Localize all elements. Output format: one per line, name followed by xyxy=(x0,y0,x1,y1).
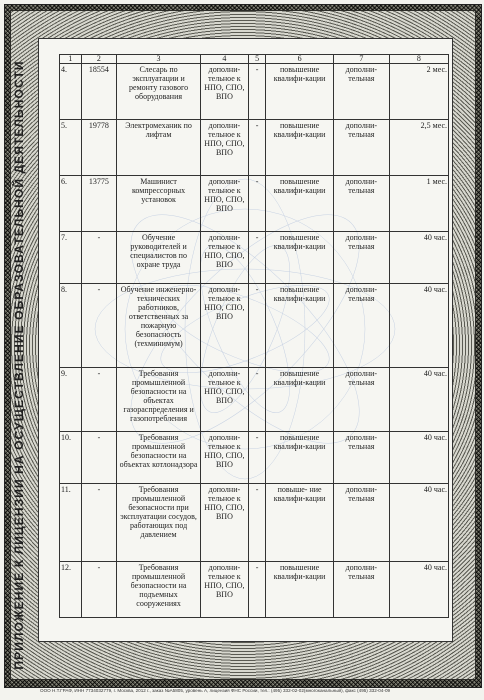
profession-code: - xyxy=(81,484,116,562)
profession-code: 13775 xyxy=(81,176,116,232)
study-term: 40 час. xyxy=(389,432,448,484)
column-5-value: - xyxy=(248,432,266,484)
column-header: 5 xyxy=(248,55,266,64)
program-name: Машинист компрессорных установок xyxy=(117,176,201,232)
program-kind: дополни-тельная xyxy=(333,232,389,284)
program-kind: дополни-тельная xyxy=(333,64,389,120)
program-kind: дополни-тельная xyxy=(333,176,389,232)
program-kind: дополни-тельная xyxy=(333,562,389,618)
program-type: повыше- ние квалифи-кации xyxy=(266,484,333,562)
program-type: повышение квалифи-кации xyxy=(266,64,333,120)
program-name: Требования промышленной безопасности при эксплуатации сосудов, работающих под давлением xyxy=(117,484,201,562)
program-kind: дополни-тельная xyxy=(333,484,389,562)
row-number: 6. xyxy=(60,176,82,232)
table-row xyxy=(60,232,449,284)
table-row xyxy=(60,120,449,176)
study-term: 40 час. xyxy=(389,232,448,284)
column-5-value: - xyxy=(248,368,266,432)
column-5-value: - xyxy=(248,562,266,618)
column-header: 8 xyxy=(389,55,448,64)
row-number: 7. xyxy=(60,232,82,284)
printer-footer: ООО Н.Т.ГРАФ, ИНН 7734032779, г. Москва, 2012 г., заказ №А5805, уровень А, лицензия ФНС России, тел.: (495) 332-02-02(многоканальный), факс (495) 332-04-09 xyxy=(40,688,391,693)
study-term: 40 час. xyxy=(389,368,448,432)
education-level: дополни-тельное к НПО, СПО, ВПО xyxy=(201,284,249,368)
education-level: дополни-тельное к НПО, СПО, ВПО xyxy=(201,120,249,176)
education-level: дополни-тельное к НПО, СПО, ВПО xyxy=(201,176,249,232)
program-name: Требования промышленной безопасности на объектах газораспределения и газопотребления xyxy=(117,368,201,432)
row-number: 12. xyxy=(60,562,82,618)
program-type: повышение квалифи-кации xyxy=(266,368,333,432)
education-level: дополни-тельное к НПО, СПО, ВПО xyxy=(201,562,249,618)
program-kind: дополни-тельная xyxy=(333,120,389,176)
education-level: дополни-тельное к НПО, СПО, ВПО xyxy=(201,368,249,432)
education-level: дополни-тельное к НПО, СПО, ВПО xyxy=(201,64,249,120)
row-number: 4. xyxy=(60,64,82,120)
study-term: 2 мес. xyxy=(389,64,448,120)
program-kind: дополни-тельная xyxy=(333,432,389,484)
study-term: 2,5 мес. xyxy=(389,120,448,176)
program-type: повышение квалифи-кации xyxy=(266,432,333,484)
program-name: Требования промышленной безопасности на объектах котлонадзора xyxy=(117,432,201,484)
program-type: повышение квалифи-кации xyxy=(266,176,333,232)
profession-code: - xyxy=(81,232,116,284)
program-type: повышение квалифи-кации xyxy=(266,562,333,618)
column-header: 3 xyxy=(117,55,201,64)
programs-table xyxy=(59,54,449,618)
program-type: повышение квалифи-кации xyxy=(266,284,333,368)
table-row xyxy=(60,368,449,432)
table-row xyxy=(60,484,449,562)
program-name: Требования промышленной безопасности на подъемных сооружениях xyxy=(117,562,201,618)
study-term: 1 мес. xyxy=(389,176,448,232)
table-header-row xyxy=(60,55,449,64)
table-row xyxy=(60,64,449,120)
program-name: Обучение руководителей и специалистов по охране труда xyxy=(117,232,201,284)
education-level: дополни-тельное к НПО, СПО, ВПО xyxy=(201,232,249,284)
profession-code: 19778 xyxy=(81,120,116,176)
row-number: 8. xyxy=(60,284,82,368)
document-body xyxy=(38,38,453,642)
profession-code: - xyxy=(81,432,116,484)
column-5-value: - xyxy=(248,484,266,562)
education-level: дополни-тельное к НПО, СПО, ВПО xyxy=(201,484,249,562)
column-header: 4 xyxy=(201,55,249,64)
row-number: 9. xyxy=(60,368,82,432)
column-5-value: - xyxy=(248,284,266,368)
study-term: 40 час. xyxy=(389,562,448,618)
program-kind: дополни-тельная xyxy=(333,368,389,432)
side-title-vertical: ПРИЛОЖЕНИЕ К ЛИЦЕНЗИИ НА ОСУЩЕСТВЛЕНИЕ ОБРАЗОВАТЕЛЬНОЙ ДЕЯТЕЛЬНОСТИ xyxy=(12,60,26,670)
table-row xyxy=(60,562,449,618)
column-5-value: - xyxy=(248,64,266,120)
row-number: 11. xyxy=(60,484,82,562)
column-header: 6 xyxy=(266,55,333,64)
column-5-value: - xyxy=(248,120,266,176)
study-term: 40 час. xyxy=(389,484,448,562)
study-term: 40 час. xyxy=(389,284,448,368)
row-number: 5. xyxy=(60,120,82,176)
program-type: повышение квалифи-кации xyxy=(266,120,333,176)
table-row xyxy=(60,284,449,368)
profession-code: - xyxy=(81,284,116,368)
program-type: повышение квалифи-кации xyxy=(266,232,333,284)
program-kind: дополни-тельная xyxy=(333,284,389,368)
table-row xyxy=(60,432,449,484)
education-level: дополни-тельное к НПО, СПО, ВПО xyxy=(201,432,249,484)
profession-code: - xyxy=(81,562,116,618)
row-number: 10. xyxy=(60,432,82,484)
column-header: 7 xyxy=(333,55,389,64)
column-header: 2 xyxy=(81,55,116,64)
profession-code: - xyxy=(81,368,116,432)
column-header: 1 xyxy=(60,55,82,64)
program-name: Слесарь по эксплуатации и ремонту газового оборудования xyxy=(117,64,201,120)
table-row xyxy=(60,176,449,232)
program-name: Электромеханик по лифтам xyxy=(117,120,201,176)
column-5-value: - xyxy=(248,232,266,284)
column-5-value: - xyxy=(248,176,266,232)
program-name: Обучение инженерно-технических работников, ответственных за пожарную безопасность (техминимум) xyxy=(117,284,201,368)
profession-code: 18554 xyxy=(81,64,116,120)
